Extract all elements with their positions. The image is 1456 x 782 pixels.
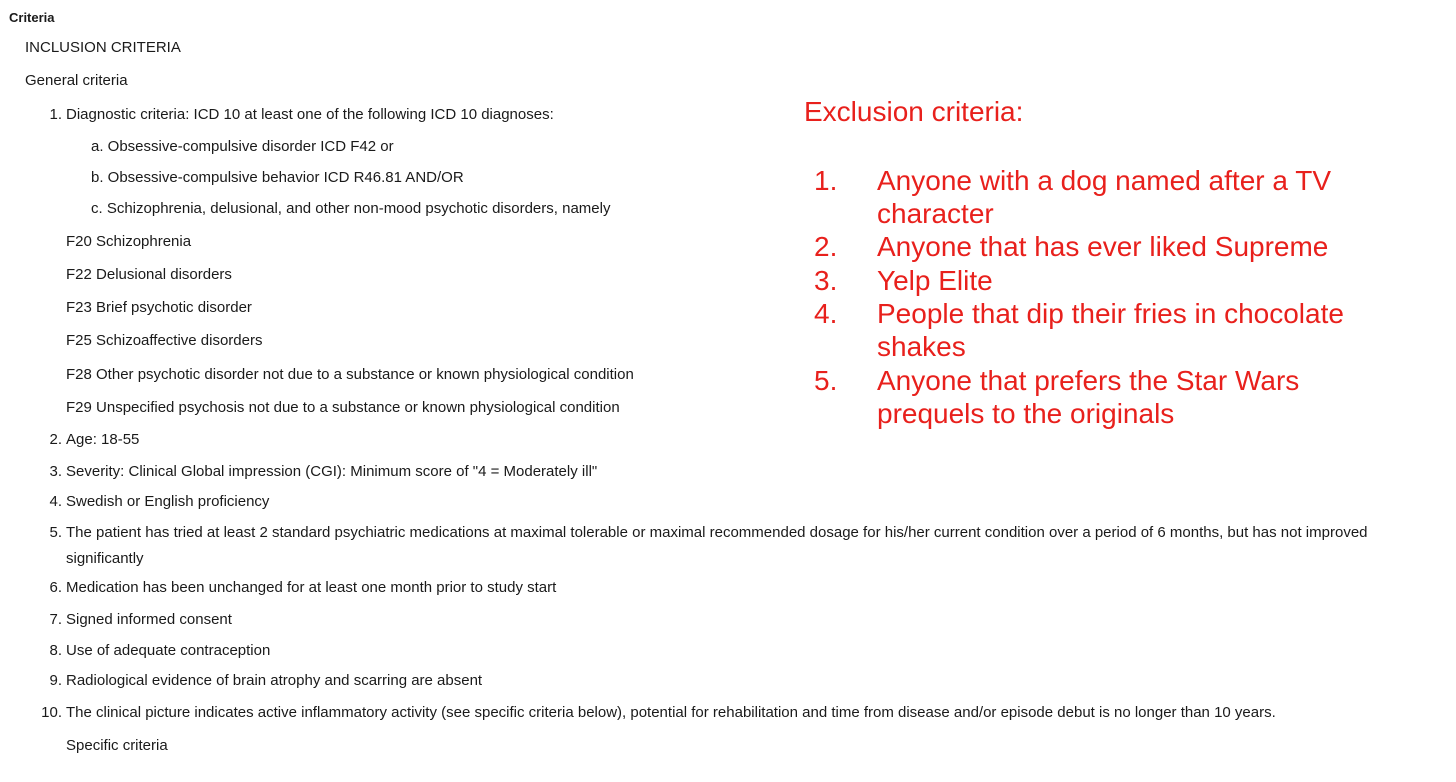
general-criteria-heading: General criteria (25, 72, 128, 89)
list-item-number: 7. (49, 611, 62, 628)
inclusion-criteria-heading: INCLUSION CRITERIA (25, 39, 181, 56)
list-item-text: The patient has tried at least 2 standard psychiatric medications at maximal tolerable or maximal recommended dosage for his/her current condition over a period of 6 months, but has not improved (66, 524, 1368, 541)
list-item-text: Signed informed consent (66, 611, 232, 628)
list-item-text: Use of adequate contraception (66, 642, 271, 659)
list-item-text: Diagnostic criteria: ICD 10 at least one of the following ICD 10 diagnoses: (66, 106, 554, 123)
exclusion-item-text: Yelp Elite (877, 265, 993, 296)
sub-item-b: b. Obsessive-compulsive behavior ICD R46.81 AND/OR (91, 169, 464, 186)
list-item-number: 4. (49, 493, 62, 510)
list-item-number: 2. (49, 431, 62, 448)
list-item-number: 8. (49, 642, 62, 659)
list-item-text: Age: 18-55 (66, 431, 140, 448)
list-item-number: 6. (49, 579, 62, 596)
sub-item-c: c. Schizophrenia, delusional, and other non-mood psychotic disorders, namely (91, 200, 611, 217)
diagnosis-code: F25 Schizoaffective disorders (66, 332, 263, 349)
list-item-number: 1. (49, 106, 62, 123)
exclusion-item-number: 5. (814, 365, 838, 396)
sub-item-a: a. Obsessive-compulsive disorder ICD F42 or (91, 138, 394, 155)
exclusion-item-text: Anyone with a dog named after a TV character (877, 165, 1331, 229)
list-item-number: 10. (41, 704, 62, 721)
exclusion-criteria-title: Exclusion criteria: (804, 96, 1024, 127)
page-title: Criteria (9, 10, 55, 25)
list-item-text: Medication has been unchanged for at least one month prior to study start (66, 579, 557, 596)
exclusion-item-text: Anyone that has ever liked Supreme (877, 231, 1329, 262)
list-item-number: 5. (49, 524, 62, 541)
diagnosis-code: F22 Delusional disorders (66, 266, 232, 283)
diagnosis-code: F28 Other psychotic disorder not due to a substance or known physiological condition (66, 366, 634, 383)
diagnosis-code: F29 Unspecified psychosis not due to a substance or known physiological condition (66, 399, 620, 416)
list-item-text: The clinical picture indicates active inflammatory activity (see specific criteria below), potential for rehabilitation and time from disease and/or episode debut is no longer than 10 years. (66, 704, 1276, 721)
specific-criteria-heading: Specific criteria (66, 737, 168, 754)
exclusion-item-number: 1. (814, 165, 838, 196)
list-item-text: Swedish or English proficiency (66, 493, 270, 510)
list-item-text-continued: significantly (66, 550, 144, 567)
exclusion-item-number: 3. (814, 265, 838, 296)
list-item-text: Severity: Clinical Global impression (CGI): Minimum score of "4 = Moderately ill" (66, 463, 598, 480)
exclusion-item-text: People that dip their fries in chocolate shakes (877, 298, 1344, 362)
list-item-number: 9. (49, 672, 62, 689)
exclusion-item-number: 2. (814, 231, 838, 262)
exclusion-item-text: Anyone that prefers the Star Wars prequels to the originals (877, 365, 1300, 429)
exclusion-item-number: 4. (814, 298, 838, 329)
diagnosis-code: F23 Brief psychotic disorder (66, 299, 252, 316)
diagnosis-code: F20 Schizophrenia (66, 233, 192, 250)
list-item-text: Radiological evidence of brain atrophy and scarring are absent (66, 672, 483, 689)
list-item-number: 3. (49, 463, 62, 480)
